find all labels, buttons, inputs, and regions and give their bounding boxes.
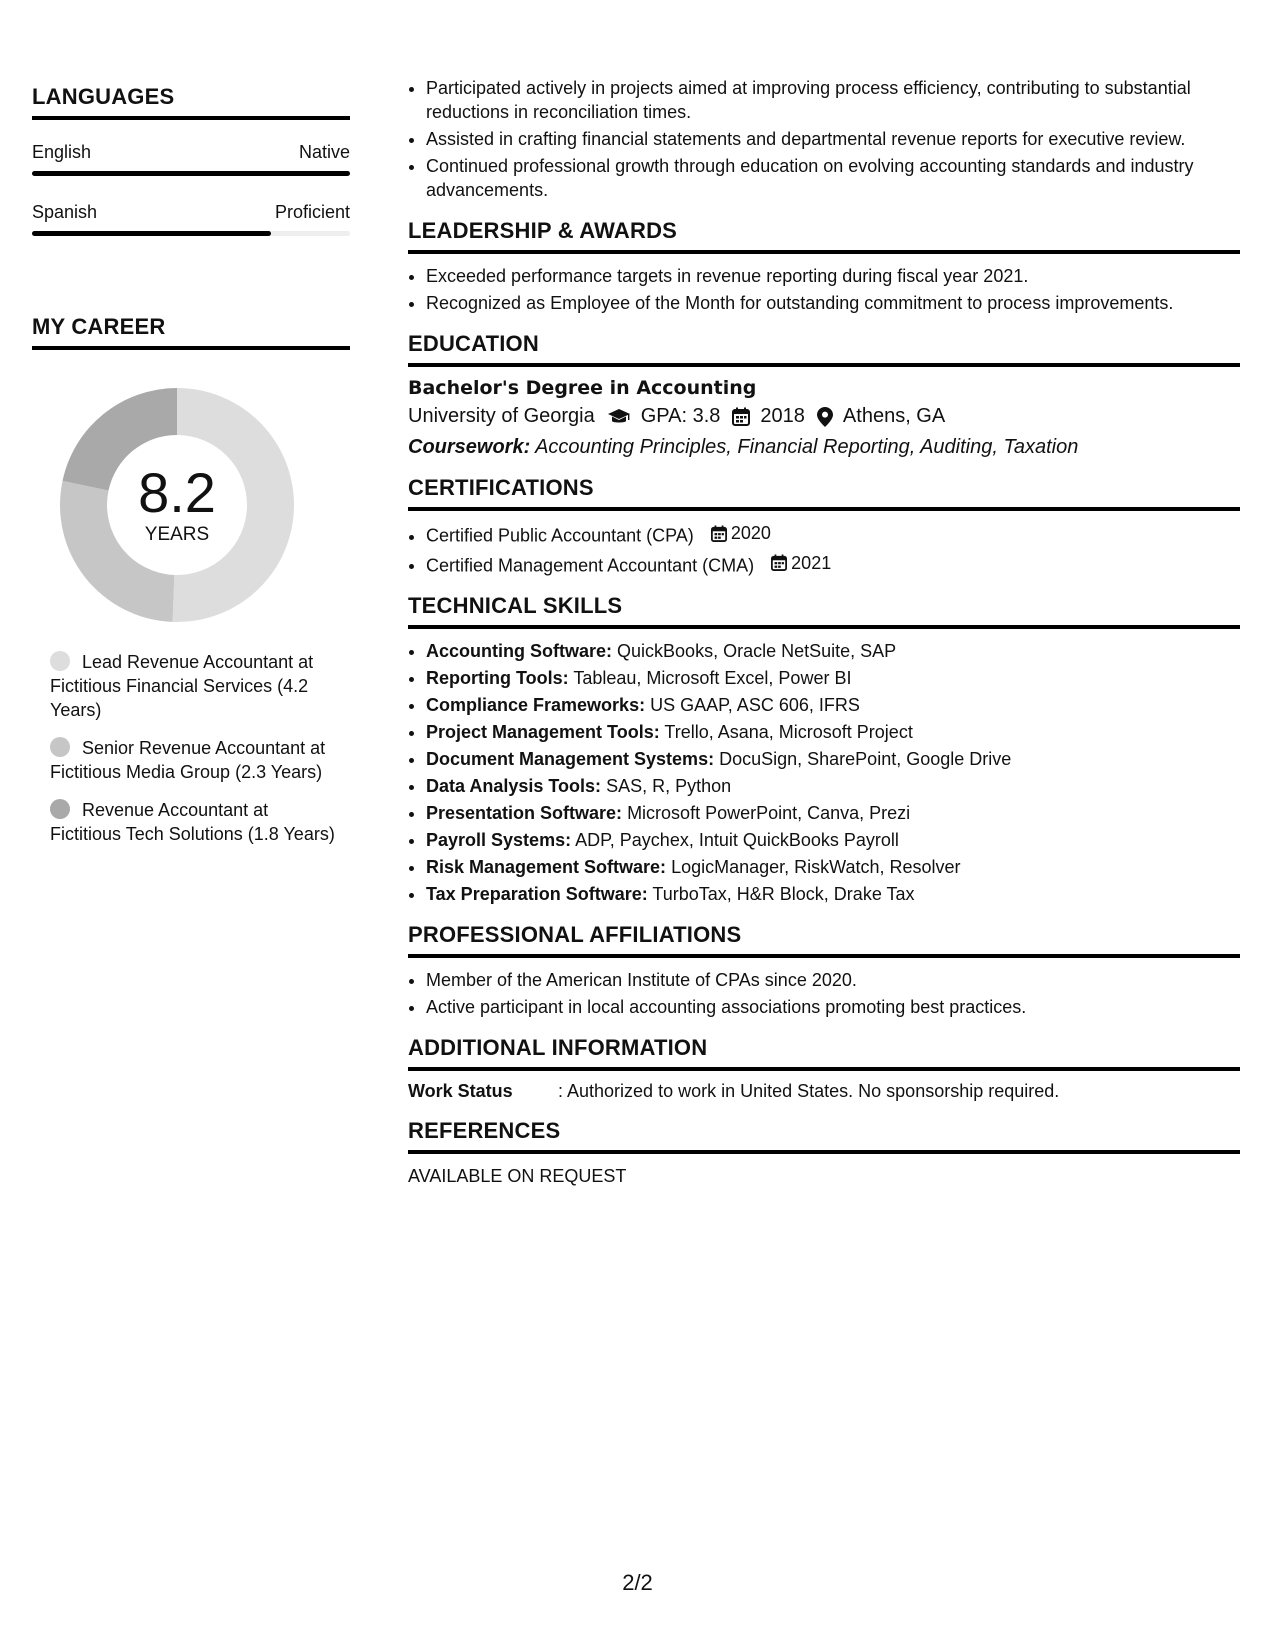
list-item	[426, 551, 1240, 578]
certifications-section	[408, 475, 1240, 577]
coursework-label: Coursework:	[408, 436, 531, 458]
list-item	[426, 828, 1240, 852]
skills-section	[408, 593, 1240, 906]
language-name: Spanish	[32, 202, 98, 222]
calendar-icon	[732, 407, 750, 426]
affiliations-title: PROFESSIONAL AFFILIATIONS	[408, 922, 1240, 958]
certification-year: 2021	[791, 552, 832, 573]
leadership-section	[408, 218, 1240, 315]
list-item	[426, 521, 1240, 548]
education-section	[408, 331, 1240, 459]
list-item	[426, 666, 1240, 690]
list-item: • Assisted in crafting financial statements and departmental revenue reports for executive review.	[426, 127, 1240, 151]
legend-label: Revenue Accountant at Fictitious Tech Solutions (1.8 Years)	[50, 800, 335, 844]
language-level: Proficient	[274, 202, 350, 222]
list-item: • Active participant in local accounting associations promoting best practices.	[426, 995, 1240, 1019]
skill-label: Presentation Software:	[426, 803, 623, 823]
skill-label: Accounting Software:	[426, 641, 613, 661]
legend-item	[50, 798, 342, 846]
language-proficiency-bar	[32, 171, 350, 176]
list-item	[426, 801, 1240, 825]
career-total-value: 8.2	[138, 461, 216, 524]
career-legend	[32, 650, 350, 846]
degree-title: Bachelor's Degree in Accounting	[408, 377, 757, 399]
skill-value: QuickBooks, Oracle NetSuite, SAP	[617, 641, 897, 661]
language-english	[32, 142, 350, 176]
language-proficiency-bar	[32, 231, 350, 236]
career-title: MY CAREER	[32, 314, 350, 350]
affiliations-section	[408, 922, 1240, 1019]
gpa: GPA: 3.8	[640, 405, 721, 427]
certification-year: 2020	[730, 523, 771, 543]
legend-item	[50, 736, 342, 784]
skill-value: SAS, R, Python	[606, 776, 732, 796]
school-location: Athens, GA	[842, 405, 946, 427]
additional-info-section	[408, 1035, 1240, 1102]
skill-value: TurboTax, H&R Block, Drake Tax	[652, 884, 915, 904]
location-pin-icon	[817, 407, 833, 427]
graduation-cap-icon	[607, 408, 631, 426]
certifications-title: CERTIFICATIONS	[408, 475, 1240, 511]
legend-label: Senior Revenue Accountant at Fictitious Media Group (2.3 Years)	[50, 738, 326, 782]
skill-value: DocuSign, SharePoint, Google Drive	[719, 749, 1012, 769]
list-item	[426, 882, 1240, 906]
skill-label: Document Management Systems:	[426, 749, 715, 769]
skill-label: Tax Preparation Software:	[426, 884, 648, 904]
work-status-row	[408, 1081, 1240, 1102]
list-item	[426, 855, 1240, 879]
main-content	[408, 76, 1240, 1187]
career-donut-chart	[32, 368, 350, 628]
legend-label: Lead Revenue Accountant at Fictitious Financial Services (4.2 Years)	[50, 652, 314, 720]
calendar-icon	[711, 525, 727, 542]
skill-value: Trello, Asana, Microsoft Project	[664, 722, 913, 742]
donut-center	[54, 382, 300, 628]
calendar-icon	[771, 554, 787, 571]
skill-label: Data Analysis Tools:	[426, 776, 602, 796]
education-details	[408, 405, 1240, 428]
list-item: • Continued professional growth through education on evolving accounting standards and industry advancements.	[426, 154, 1240, 202]
list-item: • Member of the American Institute of CPAs since 2020.	[426, 968, 1240, 992]
school-name: University of Georgia	[408, 405, 595, 427]
additional-info-title: ADDITIONAL INFORMATION	[408, 1035, 1240, 1071]
career-total-label: YEARS	[144, 524, 210, 545]
certification-name: Certified Management Accountant (CMA)	[426, 555, 755, 575]
leadership-title: LEADERSHIP & AWARDS	[408, 218, 1240, 254]
coursework	[408, 436, 1240, 459]
work-status-value: : Authorized to work in United States. No sponsorship required.	[558, 1081, 1060, 1101]
language-level: Native	[298, 142, 350, 162]
graduation-year: 2018	[760, 405, 805, 427]
legend-item	[50, 650, 342, 722]
list-item: • Participated actively in projects aimed at improving process efficiency, contributing to substantial reductions in reconciliation times.	[426, 76, 1240, 124]
certification-name: Certified Public Accountant (CPA)	[426, 525, 694, 546]
references-title: REFERENCES	[408, 1118, 1240, 1154]
work-status-label: Work Status	[408, 1081, 513, 1101]
skill-value: Tableau, Microsoft Excel, Power BI	[573, 668, 852, 688]
list-item	[426, 693, 1240, 717]
page-number: 2/2	[622, 1570, 653, 1595]
skill-value: Microsoft PowerPoint, Canva, Prezi	[627, 803, 911, 823]
skill-value: LogicManager, RiskWatch, Resolver	[671, 857, 961, 877]
skill-label: Risk Management Software:	[426, 857, 667, 877]
coursework-list: Accounting Principles, Financial Reporting, Auditing, Taxation	[535, 436, 1079, 458]
languages-title: LANGUAGES	[32, 84, 350, 120]
list-item: • Recognized as Employee of the Month for outstanding commitment to process improvements.	[426, 291, 1240, 315]
list-item	[426, 720, 1240, 744]
list-item	[426, 639, 1240, 663]
education-title: EDUCATION	[408, 331, 1240, 367]
language-spanish	[32, 202, 350, 236]
skill-value: ADP, Paychex, Intuit QuickBooks Payroll	[575, 830, 899, 850]
sidebar	[32, 84, 350, 860]
references-text: AVAILABLE ON REQUEST	[408, 1166, 627, 1186]
language-proficiency-fill	[32, 231, 271, 236]
skill-label: Reporting Tools:	[426, 668, 569, 688]
legend-dot	[50, 799, 70, 819]
list-item: • Exceeded performance targets in revenue reporting during fiscal year 2021.	[426, 264, 1240, 288]
list-item	[426, 774, 1240, 798]
legend-dot	[50, 651, 70, 671]
skill-value: US GAAP, ASC 606, IFRS	[650, 695, 860, 715]
experience-bullets	[408, 76, 1240, 202]
skill-label: Compliance Frameworks:	[426, 695, 646, 715]
references-section	[408, 1118, 1240, 1187]
legend-dot	[50, 737, 70, 757]
skills-title: TECHNICAL SKILLS	[408, 593, 1240, 629]
language-name: English	[32, 142, 92, 162]
skill-label: Payroll Systems:	[426, 830, 572, 850]
language-proficiency-fill	[32, 171, 350, 176]
list-item	[426, 747, 1240, 771]
skill-label: Project Management Tools:	[426, 722, 660, 742]
